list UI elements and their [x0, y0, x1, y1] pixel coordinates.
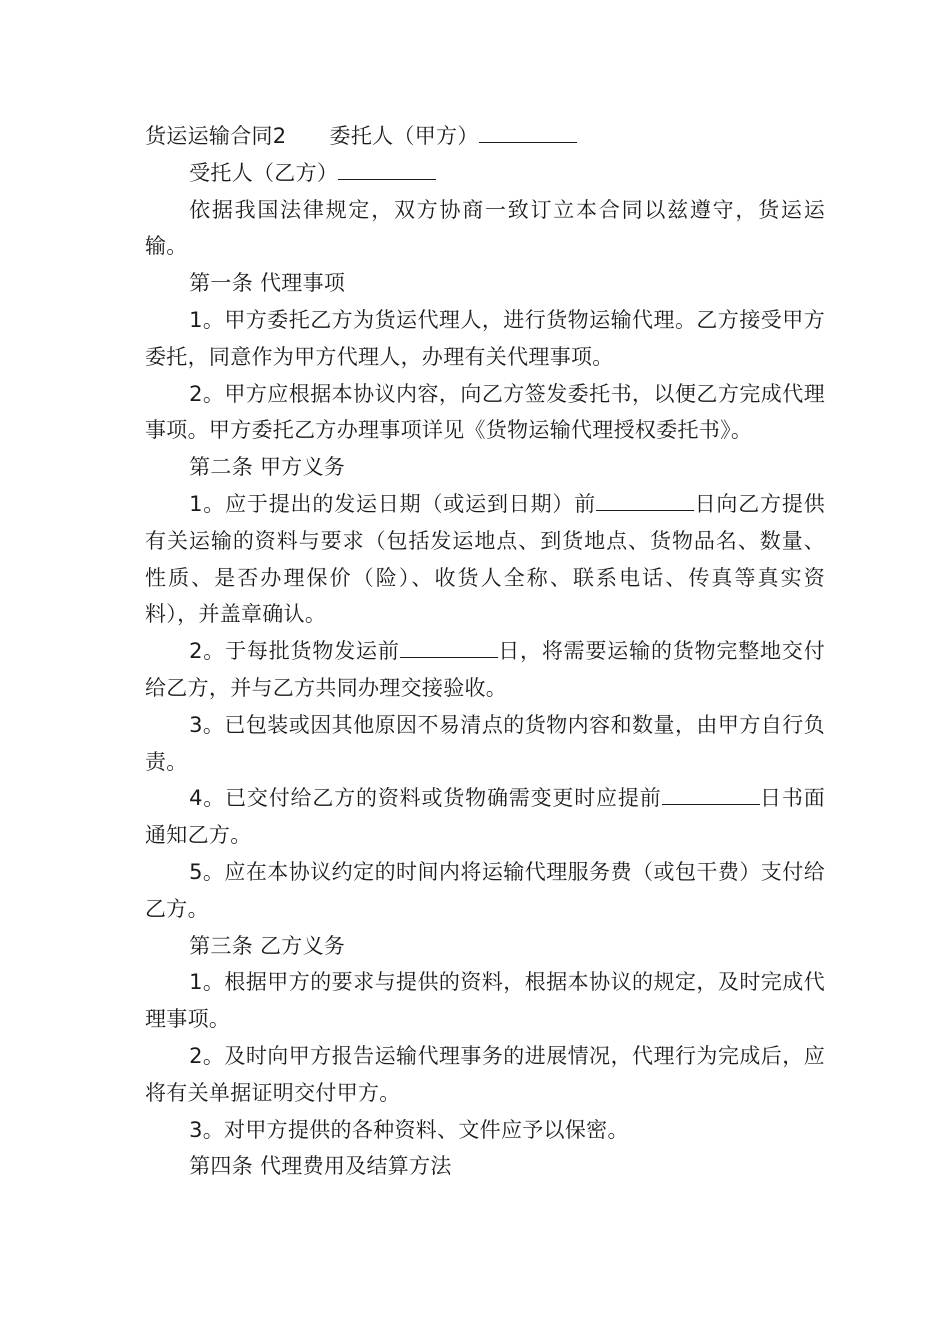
party-b-label: 受托人（乙方） — [189, 160, 339, 185]
article-2-item-1 — [145, 486, 825, 633]
article-1-item-1: 1。甲方委托乙方为货运代理人，进行货物运输代理。乙方接受甲方委托，同意作为甲方代理人，办理有关代理事项。 — [145, 307, 825, 369]
article-2-item-1-text-a: 1。应于提出的发运日期（或运到日期）前 — [189, 491, 597, 516]
party-a-blank[interactable] — [479, 122, 577, 143]
article-2-item-2 — [145, 633, 825, 707]
document-title: 货运运输合同2 — [145, 124, 287, 148]
article-3-item-1: 1。根据甲方的要求与提供的资料，根据本协议的规定，及时完成代理事项。 — [145, 970, 825, 1032]
article-2-item-4 — [145, 780, 825, 854]
party-a-label: 委托人（甲方） — [329, 124, 479, 148]
article-2-item-2-text-a: 2。于每批货物发运前 — [189, 639, 400, 664]
article-2-item-3: 3。已包装或因其他原因不易清点的货物内容和数量，由甲方自行负责。 — [145, 712, 825, 774]
party-b-blank[interactable] — [338, 159, 436, 180]
article-3-heading: 第三条 乙方义务 — [189, 933, 346, 958]
days-blank-2[interactable] — [400, 637, 498, 658]
article-4-heading: 第四条 代理费用及结算方法 — [189, 1154, 452, 1179]
document-body — [145, 118, 825, 1185]
article-2-heading: 第二条 甲方义务 — [189, 455, 346, 480]
article-3-item-2: 2。及时向甲方报告运输代理事务的进展情况，代理行为完成后，应将有关单据证明交付甲方。 — [145, 1043, 825, 1105]
intro-paragraph: 依据我国法律规定，双方协商一致订立本合同以兹遵守，货运运输。 — [145, 197, 825, 259]
article-1-heading: 第一条 代理事项 — [189, 271, 346, 296]
article-2-item-4-text-b: 日书面通知乙方。 — [145, 786, 825, 848]
title-line — [145, 118, 825, 155]
article-1-item-2: 2。甲方应根据本协议内容，向乙方签发委托书，以便乙方完成代理事项。甲方委托乙方办理事项详见《货物运输代理授权委托书》。 — [145, 381, 825, 443]
article-2-item-4-text-a: 4。已交付给乙方的资料或货物确需变更时应提前 — [189, 786, 662, 811]
days-blank-3[interactable] — [662, 784, 760, 805]
article-3-item-3: 3。对甲方提供的各种资料、文件应予以保密。 — [189, 1117, 629, 1142]
article-2-item-2-text-b: 日，将需要运输的货物完整地交付给乙方，并与乙方共同办理交接验收。 — [145, 639, 825, 700]
days-blank-1[interactable] — [596, 490, 694, 511]
article-2-item-5: 5。应在本协议约定的时间内将运输代理服务费（或包干费）支付给乙方。 — [145, 859, 825, 921]
article-2-item-1-text-b: 日向乙方提供有关运输的资料与要求（包括发运地点、到货地点、货物品名、数量、性质、是否办理保价（险）、收货人全称、联系电话、传真等真实资料），并盖章确认。 — [145, 491, 825, 627]
party-b-line — [145, 155, 825, 192]
